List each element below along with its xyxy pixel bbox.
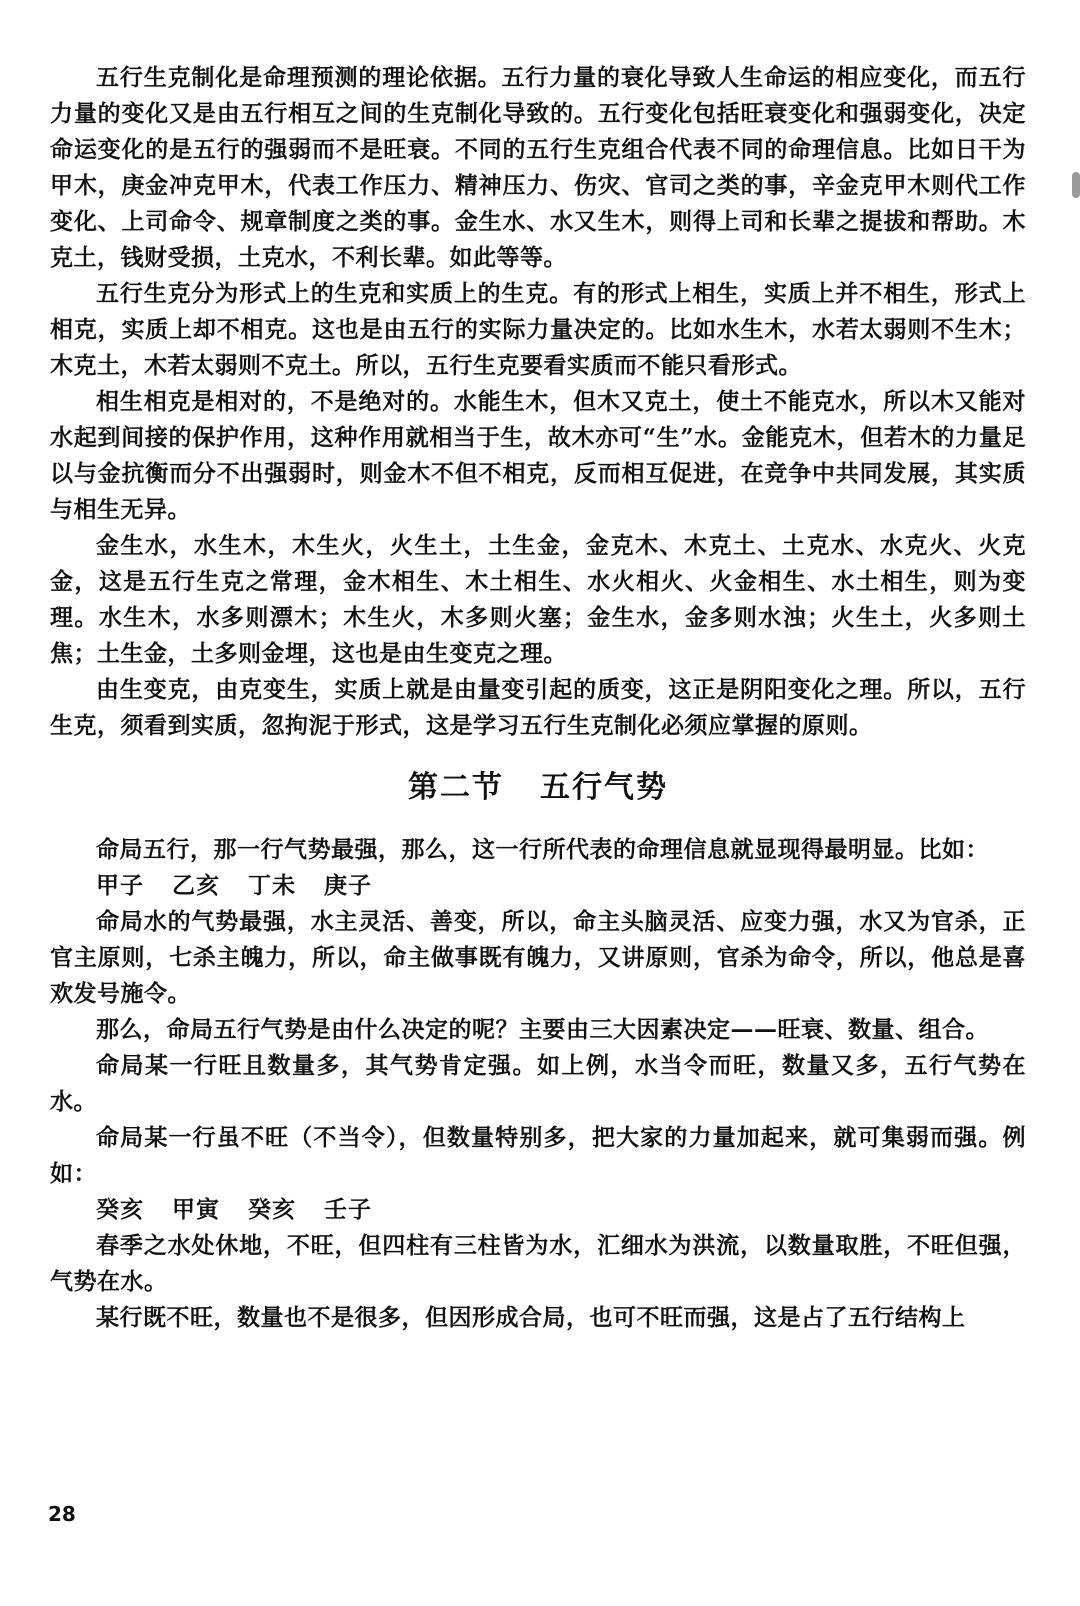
paragraph: 金生水，水生木，木生火，火生土，土生金，金克木、木克土、土克水、水克火、火克金，这是五行生克之常理，金木相生、木土相生、水火相火、火金相生、水土相生，则为变理。水生木，水多则漂木；木生火，木多则火塞；金生水，金多则水浊；火生土，火多则土焦；土生金，土多则金埋，这也是由生变克之理。 bbox=[50, 532, 1026, 667]
scrollbar[interactable] bbox=[1072, 172, 1080, 198]
paragraph: 命局某一行旺且数量多，其气势肯定强。如上例，水当令而旺，数量又多，五行气势在水。 bbox=[50, 1052, 1026, 1115]
pillar: 乙亥 bbox=[172, 872, 220, 899]
pillar: 甲子 bbox=[96, 872, 144, 899]
paragraph: 命局某一行虽不旺（不当令），但数量特别多，把大家的力量加起来，就可集弱而强。例如： bbox=[50, 1124, 1026, 1187]
pillar: 庚子 bbox=[324, 872, 372, 899]
paragraph: 五行生克分为形式上的生克和实质上的生克。有的形式上相生，实质上并不相生，形式上相克，实质上却不相克。这也是由五行的实际力量决定的。比如水生木，水若太弱则不生木；木克土，木若太弱则不克土。所以，五行生克要看实质而不能只看形式。 bbox=[50, 280, 1026, 379]
pillar: 癸亥 bbox=[248, 1196, 296, 1223]
paragraph: 相生相克是相对的，不是绝对的。水能生木，但木又克土，使土不能克水，所以木又能对水起到间接的保护作用，这种作用就相当于生，故木亦可“生”水。金能克木，但若木的力量足以与金抗衡而分不出强弱时，则金木不但不相克，反而相互促进，在竞争中共同发展，其实质与相生无异。 bbox=[50, 388, 1026, 523]
page-number: 28 bbox=[48, 1502, 76, 1526]
paragraph: 那么，命局五行气势是由什么决定的呢？主要由三大因素决定——旺衰、数量、组合。 bbox=[96, 1016, 989, 1043]
pillar: 癸亥 bbox=[96, 1196, 144, 1223]
body-text bbox=[50, 60, 1026, 1336]
example-pillars-1 bbox=[50, 868, 1026, 904]
paragraph: 春季之水处休地，不旺，但四柱有三柱皆为水，汇细水为洪流，以数量取胜，不旺但强，气势在水。 bbox=[50, 1232, 1026, 1295]
section-number: 第二节 bbox=[408, 770, 504, 805]
paragraph: 五行生克制化是命理预测的理论依据。五行力量的衰化导致人生命运的相应变化，而五行力量的变化又是由五行相互之间的生克制化导致的。五行变化包括旺衰变化和强弱变化，决定命运变化的是五行的强弱而不是旺衰。不同的五行生克组合代表不同的命理信息。比如日干为甲木，庚金冲克甲木，代表工作压力、精神压力、伤灾、官司之类的事，辛金克甲木则代工作变化、上司命令、规章制度之类的事。金生水、水又生木，则得上司和长辈之提拔和帮助。木克土，钱财受损，土克水，不利长辈。如此等等。 bbox=[50, 64, 1026, 271]
pillar: 丁未 bbox=[248, 872, 296, 899]
paragraph: 命局五行，那一行气势最强，那么，这一行所代表的命理信息就显现得最明显。比如： bbox=[96, 836, 989, 863]
example-pillars-2 bbox=[50, 1192, 1026, 1228]
pillar: 甲寅 bbox=[172, 1196, 220, 1223]
pillar: 壬子 bbox=[324, 1196, 372, 1223]
paragraph: 命局水的气势最强，水主灵活、善变，所以，命主头脑灵活、应变力强，水又为官杀，正官主原则，七杀主魄力，所以，命主做事既有魄力，又讲原则，官杀为命令，所以，他总是喜欢发号施令。 bbox=[50, 908, 1026, 1007]
paragraph: 某行既不旺，数量也不是很多，但因形成合局，也可不旺而强，这是占了五行结构上 bbox=[96, 1304, 966, 1331]
section-heading bbox=[50, 762, 1026, 806]
section-title: 五行气势 bbox=[540, 770, 668, 805]
paragraph: 由生变克，由克变生，实质上就是由量变引起的质变，这正是阴阳变化之理。所以，五行生克，须看到实质，忽拘泥于形式，这是学习五行生克制化必须应掌握的原则。 bbox=[50, 676, 1026, 739]
